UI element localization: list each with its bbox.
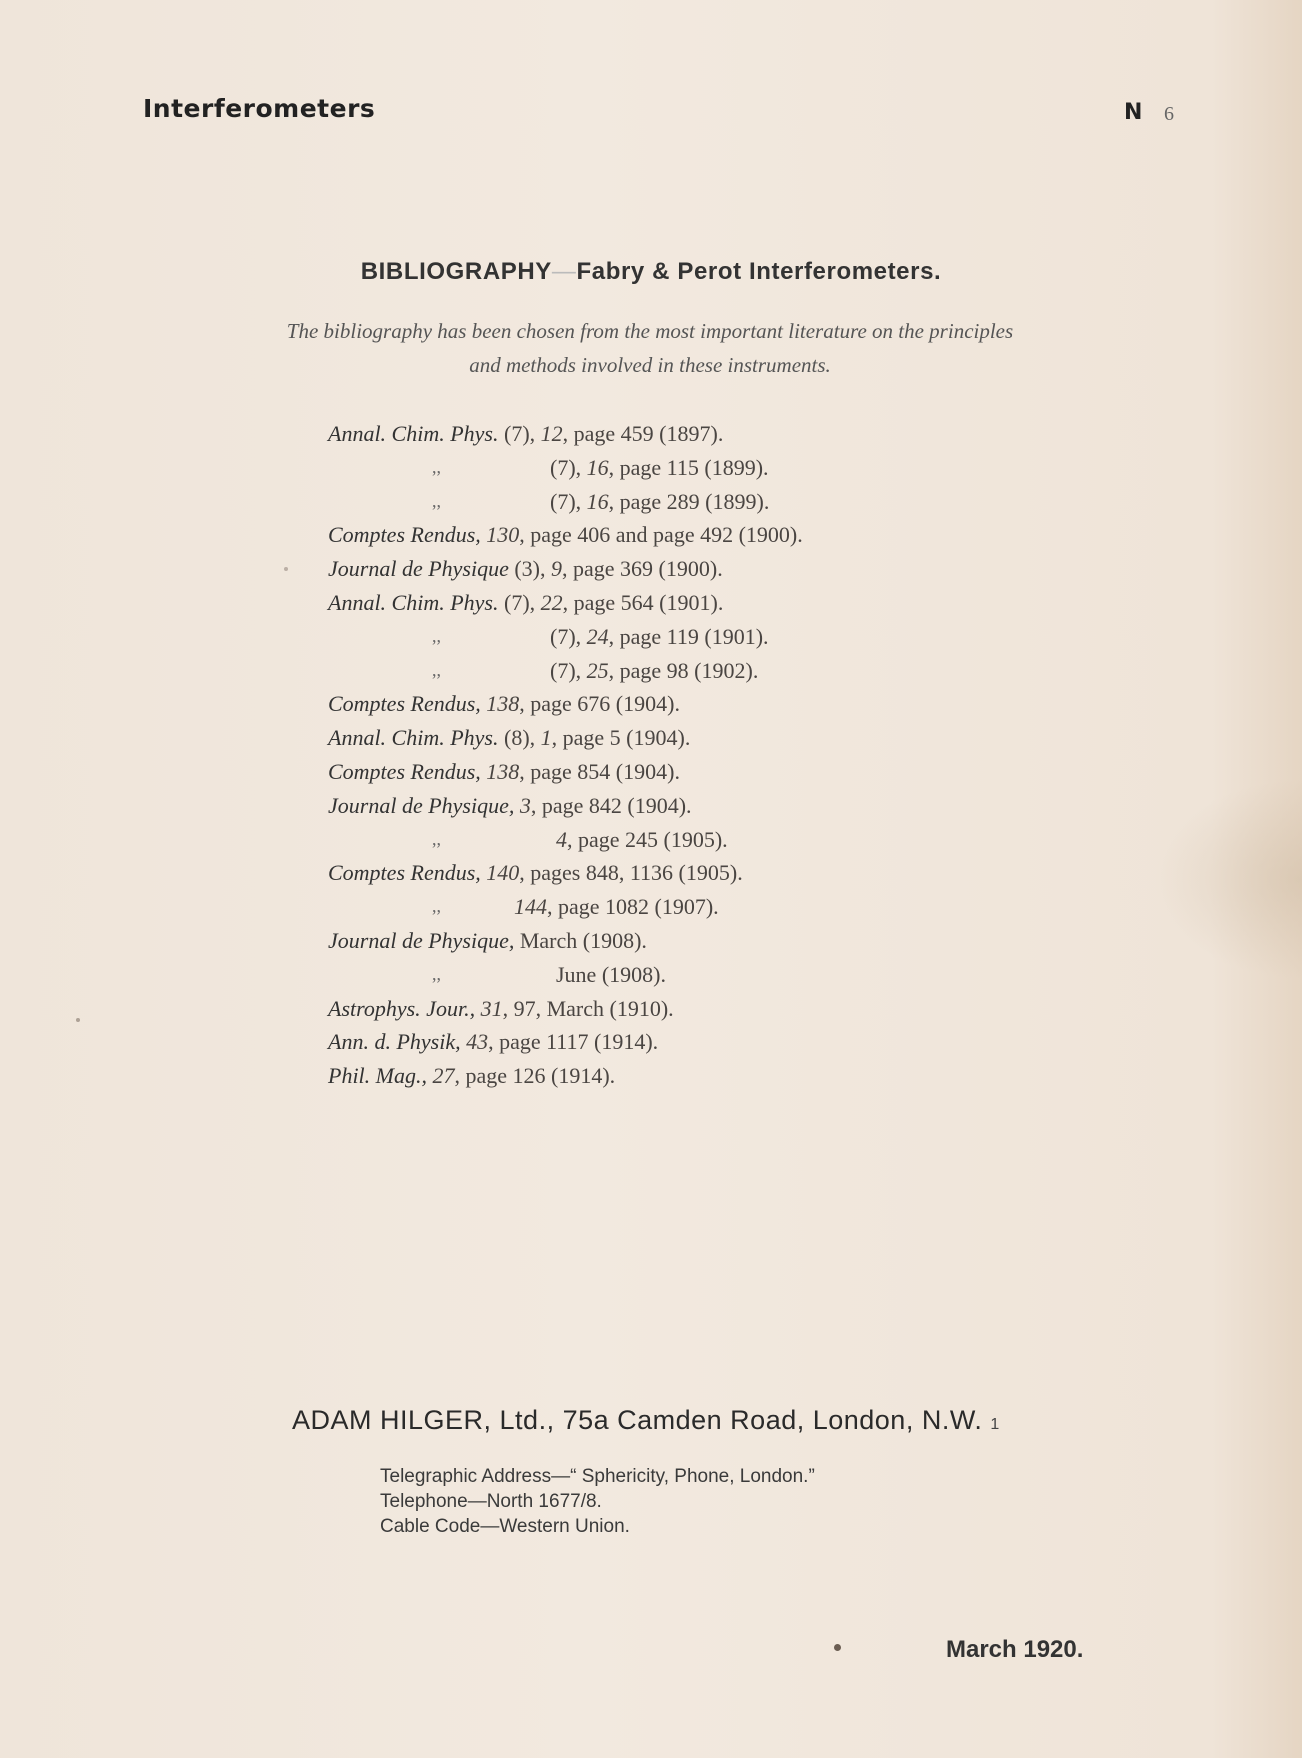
reference-detail: March (1908). xyxy=(519,927,647,953)
journal-name: Comptes Rendus, xyxy=(328,860,487,886)
bibliography-intro xyxy=(150,314,1150,382)
contact-details xyxy=(380,1464,815,1539)
company-name-address: ADAM HILGER, Ltd., 75a Camden Road, London, N.W. xyxy=(292,1405,983,1435)
reference-entry xyxy=(328,451,1028,485)
reference-series: (7), xyxy=(550,488,587,514)
reference-entry xyxy=(328,823,1028,857)
ditto-mark: ,, xyxy=(432,456,441,477)
reference-detail: , page 369 (1900). xyxy=(562,556,723,582)
journal-name: Comptes Rendus, xyxy=(328,522,487,548)
reference-detail: , 97, March (1910). xyxy=(502,995,674,1021)
reference-detail: , page 459 (1897). xyxy=(562,421,724,446)
reference-detail: , page 115 (1899). xyxy=(608,454,769,480)
reference-entry xyxy=(328,924,1028,958)
journal-name: Comptes Rendus, xyxy=(328,758,487,784)
reference-entry xyxy=(328,620,1028,654)
reference-detail: , page 1117 (1914). xyxy=(488,1029,659,1055)
reference-entry xyxy=(328,789,1028,823)
intro-line: The bibliography has been chosen from the most important literature on the principles xyxy=(286,319,1014,343)
reference-series: (7), xyxy=(498,589,541,615)
reference-series: (7), xyxy=(550,623,587,649)
reference-continuation xyxy=(550,654,758,688)
reference-entry xyxy=(328,992,1028,1026)
reference-detail: , page 854 (1904). xyxy=(519,758,680,784)
ditto-mark: ,, xyxy=(432,625,441,646)
volume-number: 130 xyxy=(486,522,520,548)
intro-line: and methods involved in these instruments. xyxy=(469,353,831,377)
reference-series: (3), xyxy=(508,556,552,582)
volume-number: 16 xyxy=(586,454,609,480)
journal-name: Phil. Mag., xyxy=(328,1063,433,1089)
title-dash: — xyxy=(551,258,577,285)
company-district-mark: 1 xyxy=(990,1416,1000,1433)
reference-list xyxy=(328,417,1028,1093)
journal-name: Astrophys. Jour., xyxy=(328,995,481,1021)
paper-speck xyxy=(834,1644,841,1651)
volume-number: 4 xyxy=(556,826,567,852)
reference-series: (7), xyxy=(550,454,587,480)
reference-detail: , page 5 (1904). xyxy=(551,725,691,751)
reference-series: (7), xyxy=(498,421,541,446)
journal-name: Annal. Chim. Phys. xyxy=(328,589,499,615)
volume-number: 22 xyxy=(540,589,563,615)
reference-detail: , page 126 (1914). xyxy=(454,1063,616,1089)
reference-entry xyxy=(328,417,1028,451)
volume-number: 9 xyxy=(551,556,563,582)
reference-entry xyxy=(328,485,1028,519)
reference-detail: , page 564 (1901). xyxy=(562,589,724,615)
ditto-mark: ,, xyxy=(432,490,441,511)
telephone-number: Telephone—North 1677/8. xyxy=(380,1491,602,1512)
reference-entry xyxy=(328,687,1028,721)
journal-name: Ann. d. Physik, xyxy=(328,1029,467,1055)
volume-number: 31 xyxy=(480,995,503,1021)
journal-name: Annal. Chim. Phys. xyxy=(328,725,499,751)
reference-continuation xyxy=(514,890,719,924)
reference-entry xyxy=(328,755,1028,789)
reference-series: (8), xyxy=(498,725,541,751)
page-number: 6 xyxy=(1164,103,1174,125)
reference-continuation xyxy=(550,620,769,654)
volume-number: 140 xyxy=(486,860,520,886)
reference-entry xyxy=(328,1059,1028,1093)
ditto-mark: ,, xyxy=(432,896,441,917)
reference-detail: , page 1082 (1907). xyxy=(547,894,719,920)
cable-code: Cable Code—Western Union. xyxy=(380,1516,630,1537)
volume-number: 144 xyxy=(514,894,547,920)
paper-speck xyxy=(76,1018,80,1022)
volume-number: 1 xyxy=(540,725,552,751)
reference-entry xyxy=(328,721,1028,755)
reference-detail: , pages 848, 1136 (1905). xyxy=(519,860,743,886)
journal-name: Journal de Physique, xyxy=(328,792,520,818)
ditto-mark: ,, xyxy=(432,828,441,849)
reference-entry xyxy=(328,890,1028,924)
reference-continuation xyxy=(556,958,666,992)
journal-name: Comptes Rendus, xyxy=(328,691,487,717)
reference-entry xyxy=(328,518,1028,552)
company-address xyxy=(292,1405,1000,1436)
reference-entry xyxy=(328,958,1028,992)
reference-entry xyxy=(328,1025,1028,1059)
journal-name: Journal de Physique xyxy=(328,556,509,582)
telegraphic-address: Telegraphic Address—“ Sphericity, Phone, London.” xyxy=(380,1466,815,1487)
reference-entry xyxy=(328,856,1028,890)
volume-number: 138 xyxy=(486,691,520,717)
volume-number: 16 xyxy=(586,488,609,514)
reference-detail: , page 842 (1904). xyxy=(530,792,692,818)
journal-name: Annal. Chim. Phys. xyxy=(328,421,499,446)
section-code: N xyxy=(1124,100,1143,125)
volume-number: 3 xyxy=(519,792,531,818)
volume-number: 43 xyxy=(466,1029,489,1055)
reference-entry xyxy=(328,654,1028,688)
reference-detail: , page 98 (1902). xyxy=(608,657,759,683)
reference-entry xyxy=(328,552,1028,586)
reference-detail: , page 676 (1904). xyxy=(519,691,680,717)
reference-entry xyxy=(328,586,1028,620)
volume-number: 138 xyxy=(486,758,520,784)
page-header-title: Interferometers xyxy=(143,94,376,123)
reference-continuation xyxy=(550,485,769,519)
bibliography-title-rest: Fabry & Perot Interferometers. xyxy=(576,258,942,285)
reference-detail: , page 289 (1899). xyxy=(608,488,770,514)
volume-number: 24 xyxy=(586,623,609,649)
journal-name: Journal de Physique, xyxy=(328,927,520,953)
bibliography-title-main: BIBLIOGRAPHY xyxy=(360,258,552,285)
ditto-mark: ,, xyxy=(432,659,441,680)
reference-continuation xyxy=(556,823,728,857)
paper-speck xyxy=(284,567,288,571)
ditto-mark: ,, xyxy=(432,963,441,984)
reference-detail: , page 119 (1901). xyxy=(608,623,769,649)
reference-continuation xyxy=(550,451,769,485)
volume-number: 12 xyxy=(540,421,563,446)
reference-series: (7), xyxy=(550,657,587,683)
volume-number: 27 xyxy=(432,1063,455,1089)
volume-number: 25 xyxy=(586,657,609,683)
reference-detail: , page 406 and page 492 (1900). xyxy=(519,522,803,548)
bibliography-title xyxy=(0,258,1302,286)
reference-detail: June (1908). xyxy=(556,961,666,987)
publication-date: March 1920. xyxy=(946,1636,1084,1663)
reference-detail: , page 245 (1905). xyxy=(567,826,728,852)
